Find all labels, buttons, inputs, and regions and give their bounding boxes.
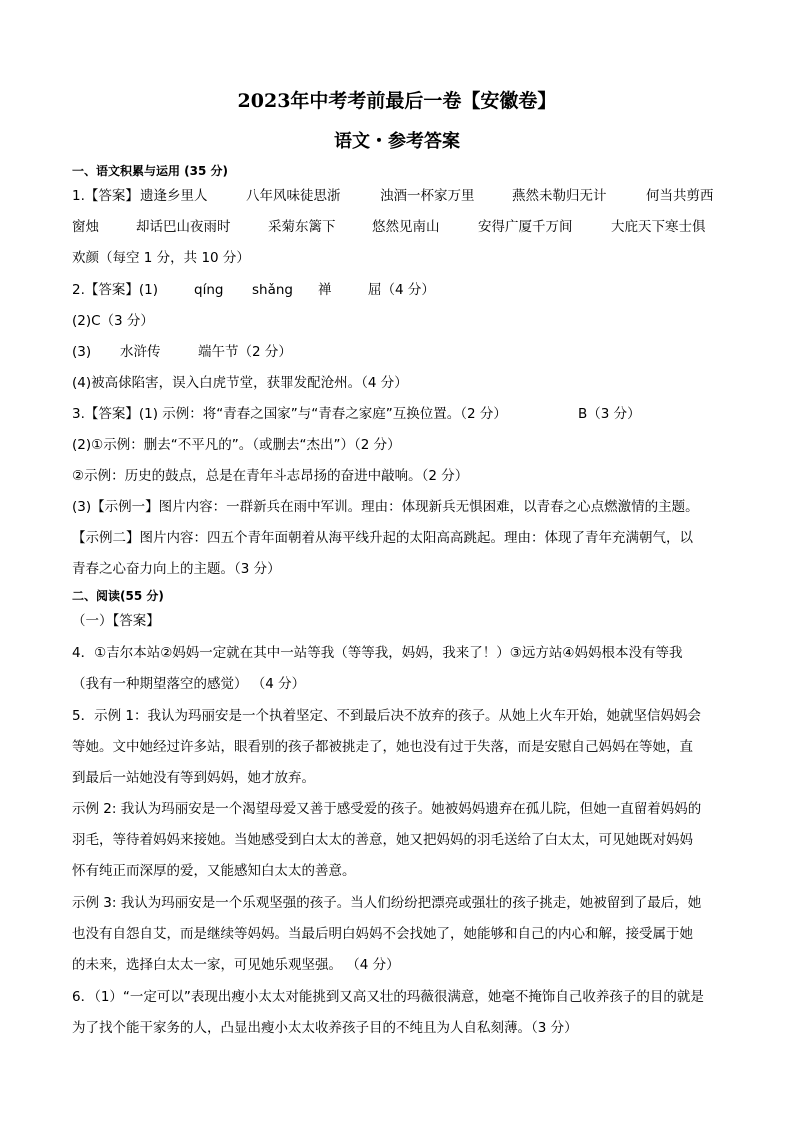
q3-line-6: 青春之心奋力向上的主题。（3 分） <box>72 561 281 577</box>
q2-part-3: 禅 <box>318 282 332 298</box>
section-2-sub: （一）【答案】 <box>72 613 160 629</box>
q1-answer-6: 窗烛 <box>72 219 99 235</box>
q1-answer-10: 安得广厦千万间 <box>478 219 573 235</box>
q1-answer-5: 何当共剪西 <box>646 188 714 204</box>
q5-line: 羽毛，等待着妈妈来接她。当她感受到白太太的善意，她又把妈妈的羽毛送给了白太太，可见她既对妈妈 <box>72 832 693 848</box>
q2-part-2: shǎng <box>252 282 293 298</box>
q2-part-1: qíng <box>194 282 224 298</box>
q5-line: 到最后一站她没有等到妈妈，她才放弃。 <box>72 770 315 786</box>
q2-p3-item-2: 端午节（2 分） <box>198 344 292 360</box>
q1-answer-8: 采菊东篱下 <box>268 219 336 235</box>
section-heading-2: 二、阅读(55 分) <box>72 589 164 603</box>
q4-line-2: （我有一种期望落空的感觉） （4 分） <box>72 676 306 692</box>
q2-p2: (2)C（3 分） <box>72 313 154 329</box>
q5-line: 示例 2: 我认为玛丽安是一个渴望母爱又善于感受爱的孩子。她被妈妈遗弃在孤儿院，但她一直留着妈妈的 <box>72 801 702 817</box>
q1-answer-9: 悠然见南山 <box>372 219 440 235</box>
q3-line-1-b: B（3 分） <box>578 406 641 422</box>
q6-line: 为了找个能干家务的人，凸显出瘦小太太收养孩子目的不纯且为人自私刻薄。（3 分） <box>72 1020 578 1036</box>
q1-answer-1: 遗逢乡里人 <box>140 188 208 204</box>
q1-answer-4: 燕然未勒归无计 <box>512 188 607 204</box>
q1-answer-11: 大庇天下寒士俱 <box>611 219 706 235</box>
q2-p3-item-1: 水浒传 <box>120 344 161 360</box>
q3-line-3: ②示例：历史的鼓点，总是在青年斗志昂扬的奋进中敲响。（2 分） <box>72 468 469 484</box>
q5-line: 也没有自怨自艾，而是继续等妈妈。当最后明白妈妈不会找她了，她能够和自己的内心和解，接受属于她 <box>72 926 693 942</box>
q3-line-4: (3)【示例一】图片内容：一群新兵在雨中军训。理由：体现新兵无惧困难，以青春之心点燃激情的主题。 <box>72 499 699 515</box>
q3-line-1: 3.【答案】(1) 示例：将“青春之国家”与“青春之家庭”互换位置。（2 分） <box>72 406 507 422</box>
q2-part-4: 屈（4 分） <box>368 282 435 298</box>
q1-answer-2: 八年风味徒思浙 <box>246 188 341 204</box>
q1-answer-7: 却话巴山夜雨时 <box>136 219 231 235</box>
q6-line: 6．（1）“一定可以”表现出瘦小太太对能挑到又高又壮的玛薇很满意，她毫不掩饰自己收养孩子的目的就是 <box>72 989 704 1005</box>
q5-line: 示例 3: 我认为玛丽安是一个乐观坚强的孩子。当人们纷纷把漂亮或强壮的孩子挑走，她被留到了最后，她 <box>72 895 702 911</box>
q5-line: 的未来，选择白太太一家，可见她乐观坚强。 （4 分） <box>72 957 400 973</box>
q1-label: 1.【答案】 <box>72 188 139 204</box>
page-title: 2023年中考考前最后一卷【安徽卷】 <box>237 90 557 112</box>
q5-line: 等她。文中她经过许多站，眼看别的孩子都被挑走了，她也没有过于失落，而是安慰自己妈妈在等她，直 <box>72 739 693 755</box>
q2-label: 2.【答案】(1) <box>72 282 159 298</box>
q5-line: 5．示例 1：我认为玛丽安是一个执着坚定、不到最后决不放弃的孩子。从她上火车开始，她就坚信妈妈会 <box>72 708 701 724</box>
q3-line-2: (2)①示例：删去“不平凡的”。（或删去“杰出”）（2 分） <box>72 437 401 453</box>
q1-answer-3: 浊酒一杯家万里 <box>380 188 475 204</box>
q1-tail: 欢颜（每空 1 分，共 10 分） <box>72 250 250 266</box>
q4-line-1: 4．①吉尔本站②妈妈一定就在其中一站等我（等等我，妈妈，我来了！）③远方站④妈妈根本没有等我 <box>72 645 683 661</box>
q3-line-5: 【示例二】图片内容：四五个青年面朝着从海平线升起的太阳高高跳起。理由：体现了青年充满朝气，以 <box>72 530 693 546</box>
q5-line: 怀有纯正而深厚的爱，又能感知白太太的善意。 <box>72 863 356 879</box>
section-heading-1: 一、语文积累与运用 (35 分) <box>72 164 229 178</box>
q2-p3-label: (3) <box>72 344 92 360</box>
q2-p4: (4)被高俅陷害，误入白虎节堂，获罪发配沧州。（4 分） <box>72 375 408 391</box>
page-subtitle: 语文・参考答案 <box>334 131 460 152</box>
